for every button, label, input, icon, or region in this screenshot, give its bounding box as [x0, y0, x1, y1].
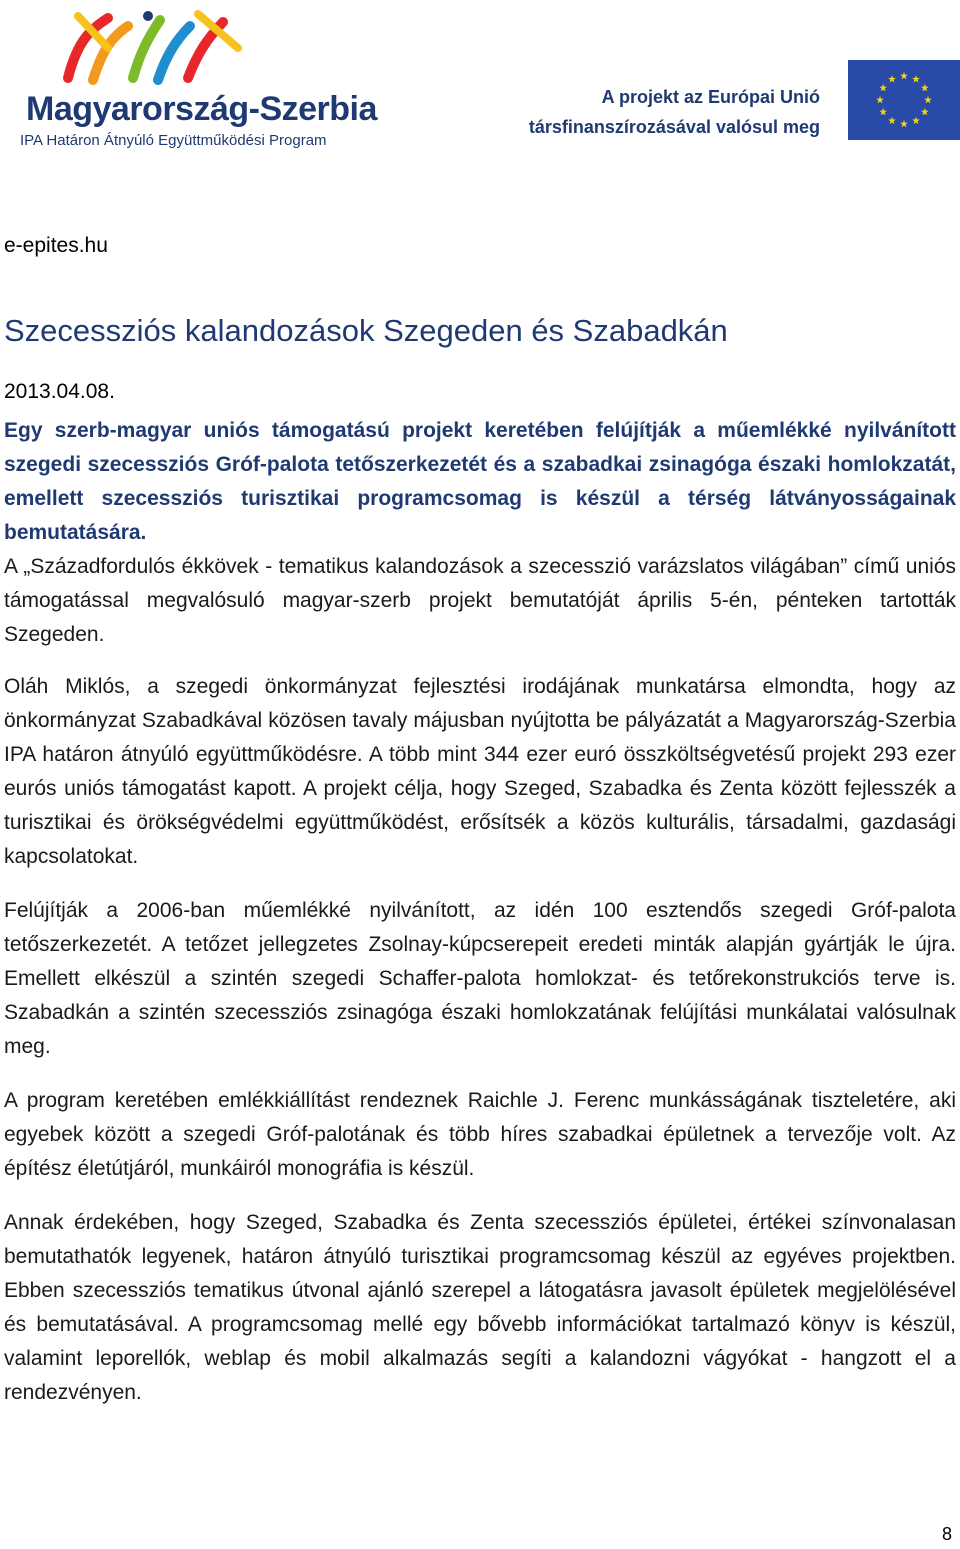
eu-flag-icon	[848, 60, 960, 140]
article-date: 2013.04.08.	[4, 380, 115, 403]
eu-cofinancing-text	[529, 82, 820, 142]
article-lead: Egy szerb-magyar uniós támogatású projekt keretében felújítják a műemlékké nyilvánított szegedi szecessziós Gróf-palota tetőszerkezetét és a szabadkai zsinagóga északi homlokzatát, emellett szecessziós turisztikai programcsomag is készül a térség látványosságainak bemutatására.	[4, 419, 956, 544]
article-paragraph: A program keretében emlékkiállítást rendeznek Raichle J. Ferenc munkásságának tiszteletére, aki egyebek között a szegedi Gróf-palotának és több híres szabadkai épületnek a tervezője volt. Az építész életútjáról, munkáiról monográfia is készül.	[4, 1089, 956, 1180]
article-paragraph: Annak érdekében, hogy Szeged, Szabadka és Zenta szecessziós épületei, értékei színvonalasan bemutathatók legyenek, határon átnyúló turisztikai programcsomag készül az egyéves projektben. Ebben szecessziós tematikus útvonal ajánló szerepel a látogatásra javasolt épületek megjelölésével és bemutatásával. A programcsomag mellé egy bővebb információkat tartalmazó könyv is készül, valamint leporellók, weblap és mobil alkalmazás segíti a kalandozni vágyókat - hangzott el a rendezvényen.	[4, 1211, 956, 1404]
program-logo	[8, 8, 377, 158]
program-logo-title: Magyarország-Szerbia	[26, 90, 377, 128]
article-title: Szecessziós kalandozások Szegeden és Szabadkán	[4, 313, 728, 348]
article-paragraph: Oláh Miklós, a szegedi önkormányzat fejlesztési irodájának munkatársa elmondta, hogy az önkormányzat Szabadkával közösen tavaly májusban nyújtotta be pályázatát a Magyarország-Szerbia IPA határon átnyúló együttműködésre. A több mint 344 ezer euró összköltségvetésű projekt 293 ezer eurós uniós támogatást kapott. A projekt célja, hogy Szeged, Szabadka és Zenta között fejlesszék a turisztikai és örökségvédelmi együttműködést, erősítsék a közös kulturális, társadalmi, gazdasági kapcsolatokat.	[4, 675, 956, 868]
program-logo-subtitle: IPA Határon Átnyúló Együttműködési Program	[20, 132, 327, 149]
eu-text-line1: A projekt az Európai Unió	[601, 87, 820, 107]
program-logo-graphic	[48, 8, 258, 88]
article-paragraph: A „Századfordulós ékkövek - tematikus kalandozások a szecesszió varázslatos világában” című uniós támogatással megvalósuló magyar-szerb projekt bemutatóját április 5-én, pénteken tartották Szegeden.	[4, 555, 956, 646]
page-number: 8	[941, 1524, 952, 1544]
eu-cofinancing-logo	[530, 60, 950, 160]
eu-text-line2: társfinanszírozásával valósul meg	[528, 117, 820, 137]
article	[4, 232, 956, 1410]
article-paragraph: Felújítják a 2006-ban műemlékké nyilvánított, az idén 100 esztendős szegedi Gróf-palota tetőszerkezetét. A tetőzet jellegzetes Zsolnay-kúpcserepeit eredeti minták alapján gyártják le újra. Emellett elkészül a szintén szegedi Schaffer-palota homlokzat- és tetőrekonstrukciós terve is. Szabadkán a szintén szecessziós zsinagóga északi homlokzatának felújítási munkálatai valósulnak meg.	[4, 899, 956, 1058]
article-source: e-epites.hu	[4, 234, 108, 257]
